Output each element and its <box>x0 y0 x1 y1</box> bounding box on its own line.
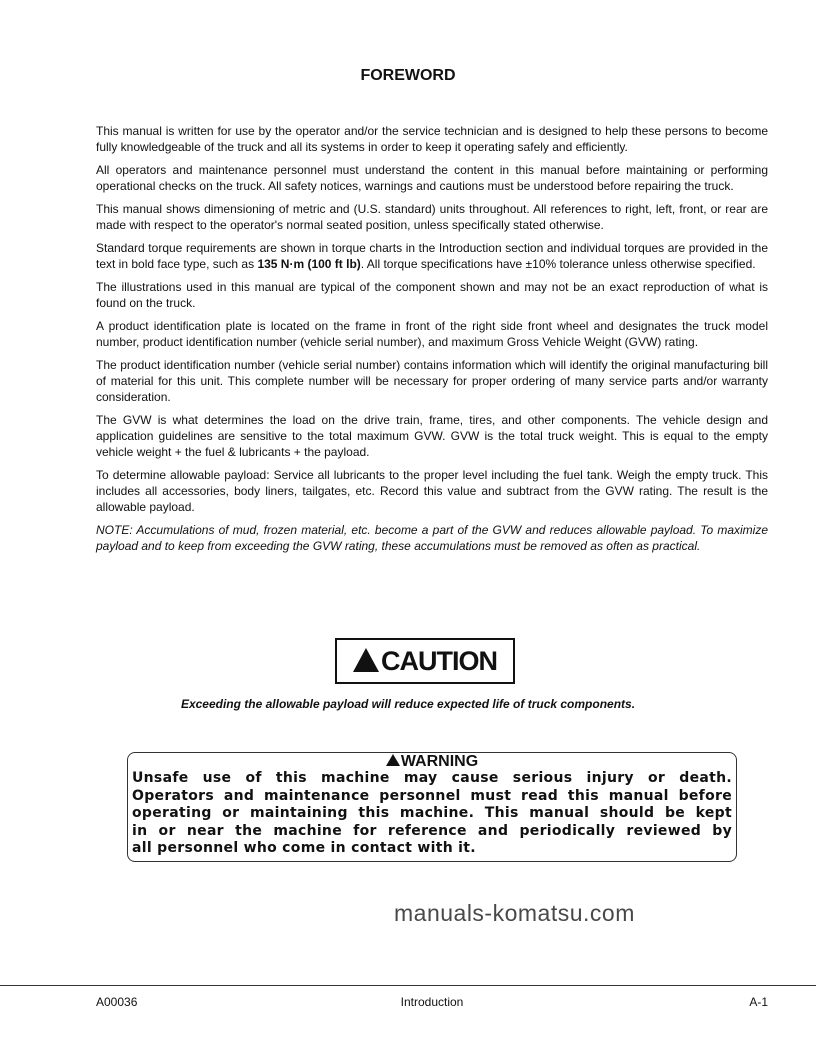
footer-section: Introduction <box>400 995 464 1009</box>
note: NOTE: Accumulations of mud, frozen material, etc. become a part of the GVW and reduces allowable payload. To maximize payload and to keep from exceeding the GVW rating, these accumulations must be removed as often as practical. <box>96 523 768 553</box>
footer-divider <box>0 985 816 986</box>
warning-line: all personnel who come in contact with it. <box>132 840 476 856</box>
torque-text: Standard torque requirements are shown in torque charts in the Introduction section and individual torques are provided in the text in bold face type, such as <box>96 241 768 271</box>
paragraph: The product identification number (vehicle serial number) contains information which will identify the original manufacturing bill of material for this unit. This complete number will be necessary for proper ordering of many service parts and/or warranty consideration. <box>96 358 768 404</box>
warning-triangle-icon <box>353 648 379 672</box>
caution-box <box>335 638 515 684</box>
warning-label: WARNING <box>400 753 479 770</box>
page-title: FOREWORD <box>360 67 456 84</box>
warning-title <box>128 753 736 770</box>
warning-line: in or near the machine for reference and periodically reviewed by <box>132 822 732 839</box>
paragraph: The GVW is what determines the load on the drive train, frame, tires, and other components. The vehicle design and application guidelines are sensitive to the total maximum GVW. GVW is the total truck weight. This is equal to the empty vehicle weight + the fuel & lubricants + the payload. <box>96 413 768 459</box>
footer-page-number: A-1 <box>749 995 768 1009</box>
paragraph: This manual is written for use by the operator and/or the service technician and is designed to help these persons to become fully knowledgeable of the truck and all its systems in order to keep it operating safely and efficiently. <box>96 124 768 154</box>
paragraph: This manual shows dimensioning of metric and (U.S. standard) units throughout. All references to right, left, front, or rear are made with respect to the operator's normal seated position, unless specifically stated otherwise. <box>96 202 768 232</box>
paragraph: A product identification plate is located on the frame in front of the right side front wheel and designates the truck model number, product identification number (vehicle serial number), and maximum Gross Vehicle Weight (GVW) rating. <box>96 319 768 349</box>
warning-line: Unsafe use of this machine may cause serious injury or death. <box>132 770 732 786</box>
warning-triangle-icon <box>386 754 400 766</box>
footer-doc-number: A00036 <box>96 995 138 1009</box>
warning-line: operating or maintaining this machine. This manual should be kept <box>132 805 732 821</box>
caution-text: Exceeding the allowable payload will reduce expected life of truck components. <box>180 697 636 711</box>
paragraph: The illustrations used in this manual are typical of the component shown and may not be an exact reproduction of what is found on the truck. <box>96 280 768 310</box>
body-text <box>96 123 768 561</box>
warning-box <box>127 752 737 862</box>
paragraph: All operators and maintenance personnel must understand the content in this manual before maintaining or performing operational checks on the truck. All safety notices, warnings and cautions must be understood before repairing the truck. <box>96 163 768 193</box>
torque-text: . All torque specifications have ±10% tolerance unless otherwise specified. <box>360 257 756 271</box>
torque-value: 135 N·m (100 ft lb) <box>257 257 361 271</box>
warning-line: Operators and maintenance personnel must read this manual before <box>132 787 732 804</box>
watermark: manuals-komatsu.com <box>394 900 635 926</box>
paragraph-torque <box>96 240 768 272</box>
caution-label: CAUTION <box>381 645 497 676</box>
paragraph: To determine allowable payload: Service all lubricants to the proper level including the fuel tank. Weigh the empty truck. This includes all accessories, body liners, tailgates, etc. Record this value and subtract from the GVW rating. The result is the allowable payload. <box>96 468 768 514</box>
